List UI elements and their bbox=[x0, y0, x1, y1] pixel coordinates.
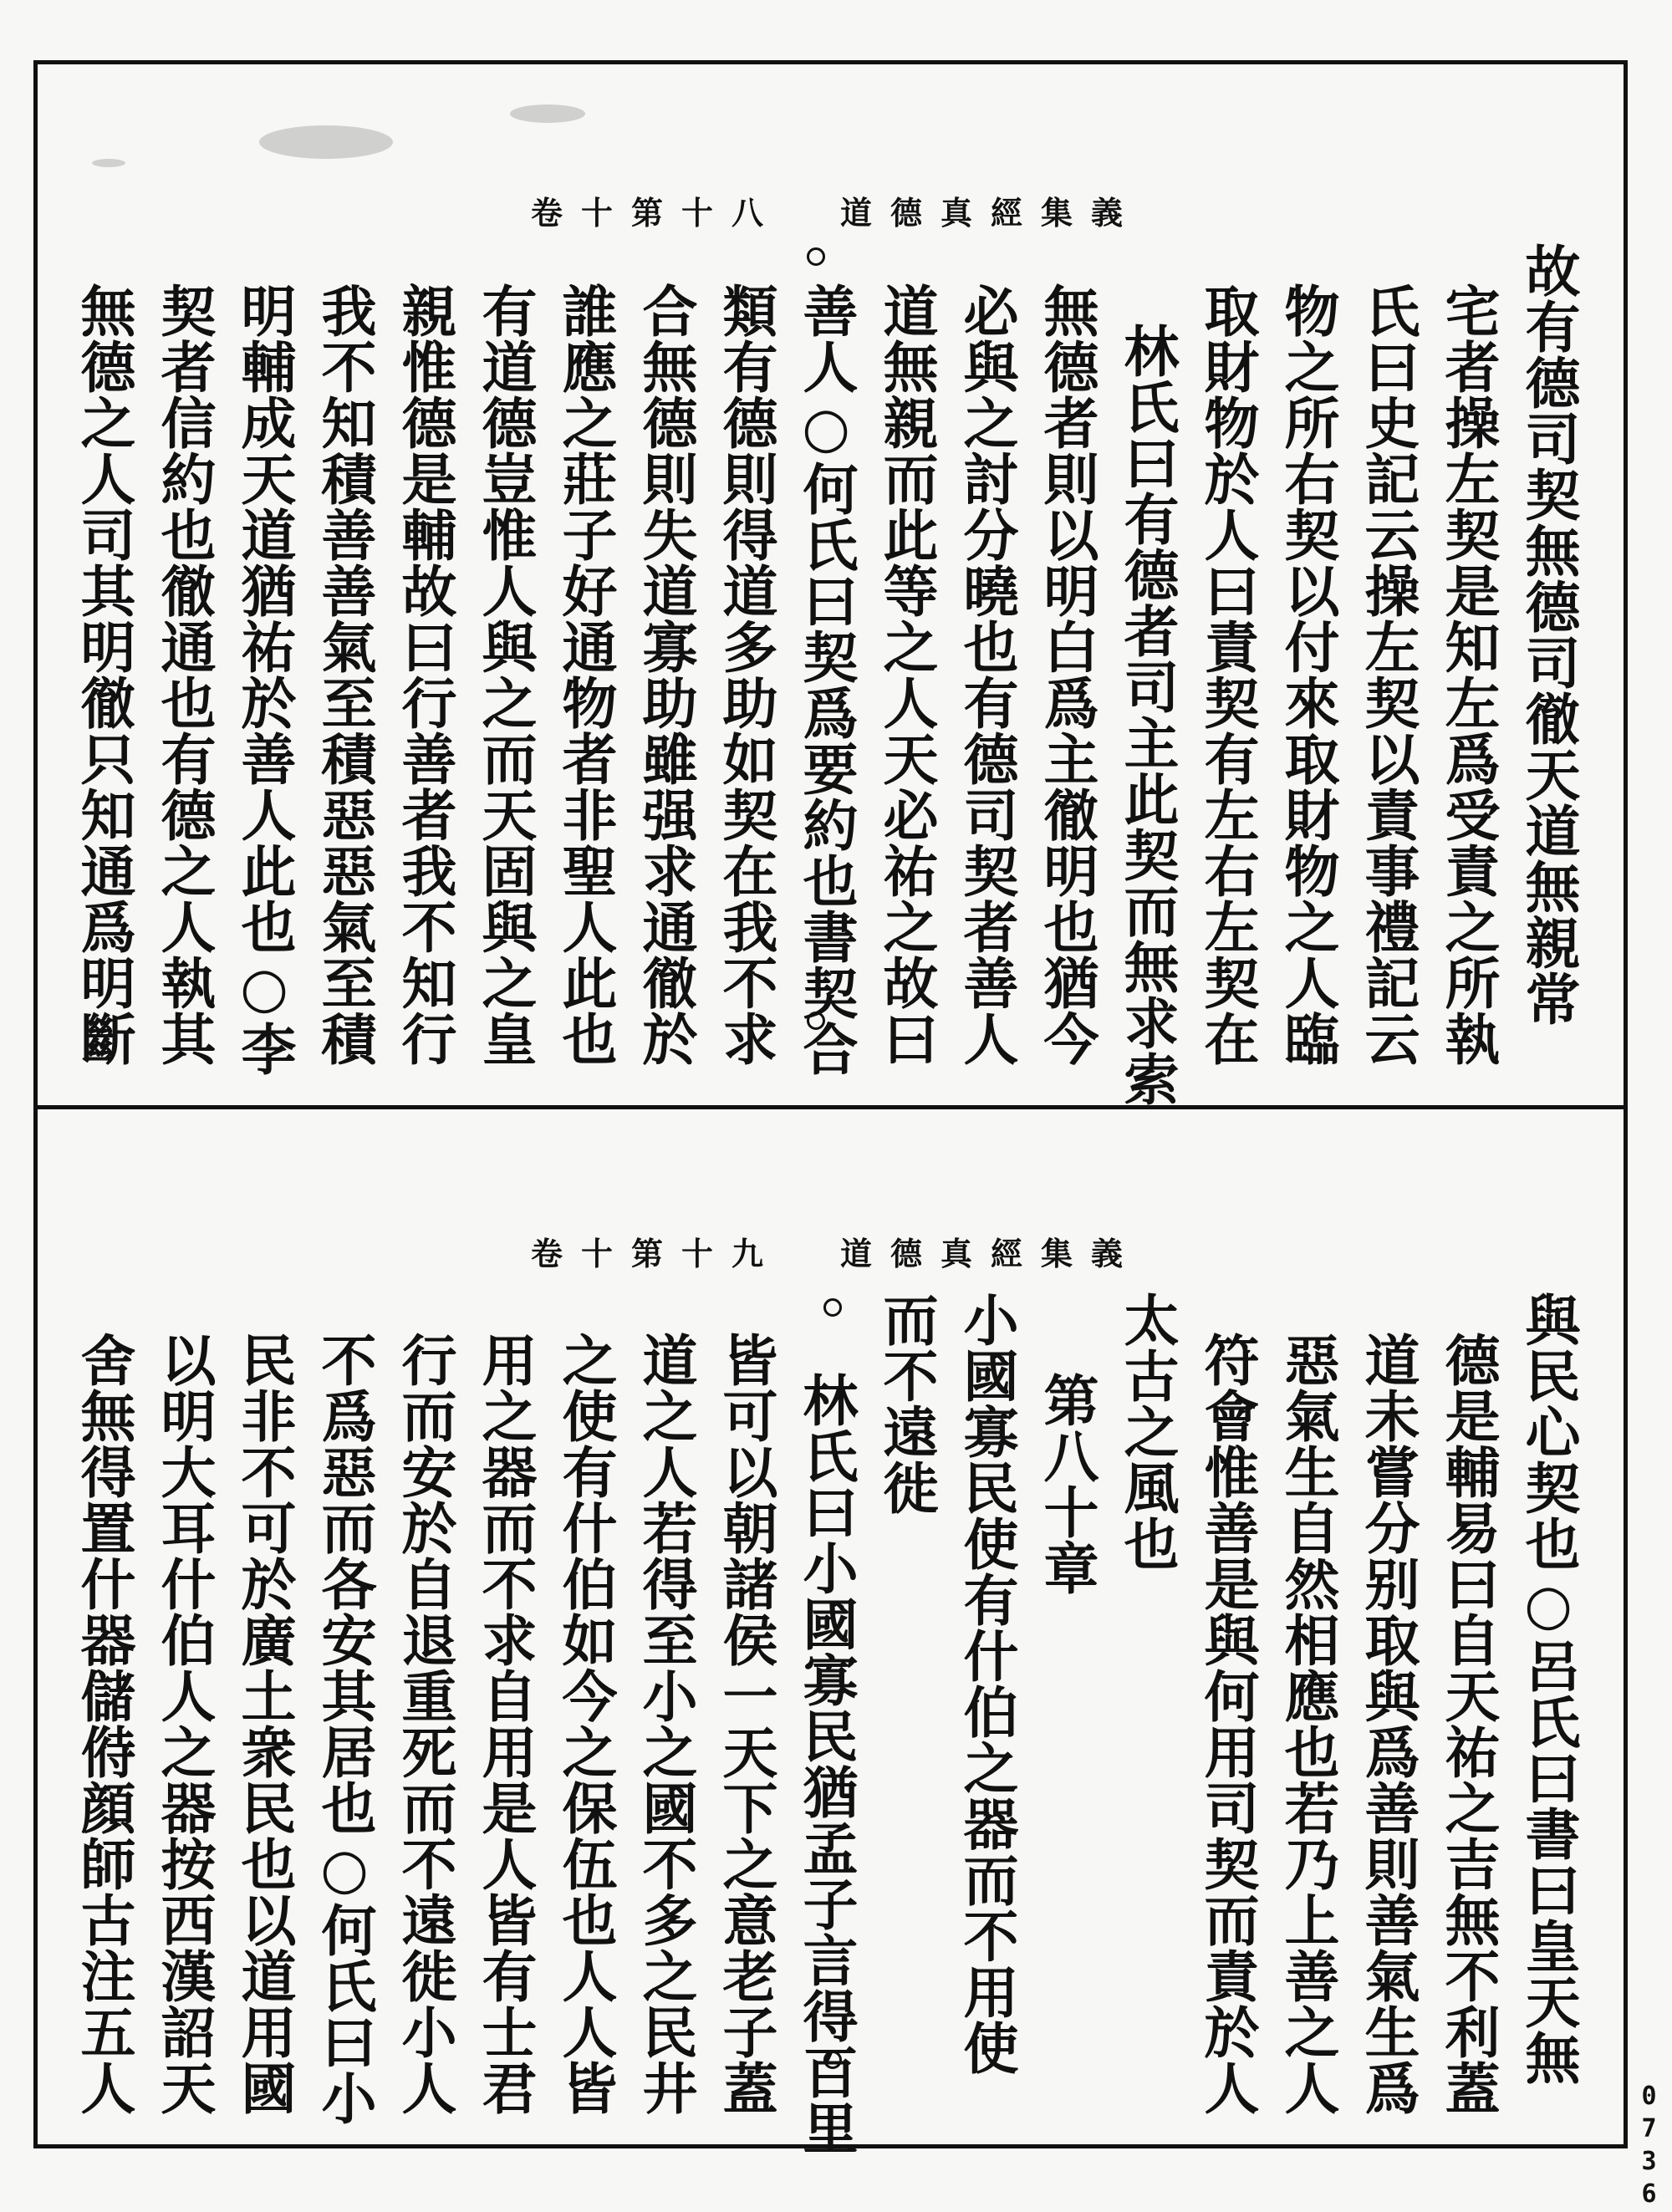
text-column: 無德之人司其明徹只知通爲明斷 bbox=[71, 283, 136, 1067]
text-column: 必與之討分曉也有德司契者善人 bbox=[954, 283, 1019, 1067]
bottom-header-volume: 卷十第十九 bbox=[530, 1234, 782, 1272]
text-column: 有道德豈惟人與之而天固與之皇 bbox=[472, 283, 538, 1067]
text-column: 不爲惡而各安其居也○何氏曰小 bbox=[312, 1332, 377, 2126]
chapter-heading: 第八十章 bbox=[1034, 1372, 1099, 1596]
top-header-volume: 卷十第十八 bbox=[530, 193, 782, 232]
text-column: 善人○何氏曰契爲要約也書契合 bbox=[793, 283, 859, 1077]
bottom-header-title: 道德真經集義 bbox=[840, 1234, 1142, 1272]
text-column: 宅者操左契是知左爲受責之所執 bbox=[1435, 283, 1501, 1067]
text-column: 取財物於人曰責契有左右左契在 bbox=[1195, 283, 1260, 1067]
text-column: 皆可以朝諸侯一天下之意老子蓋 bbox=[713, 1332, 778, 2116]
text-column: 我不知積善善氣至積惡惡氣至積 bbox=[312, 283, 377, 1067]
text-column: 道之人若得至小之國不多之民井 bbox=[633, 1332, 698, 2116]
text-column: 氏曰史記云操左契以責事禮記云 bbox=[1355, 283, 1420, 1067]
text-column: 以明大耳什伯人之器按西漢詔天 bbox=[151, 1332, 217, 2116]
text-column: 合無德則失道寡助雖强求通徹於 bbox=[633, 283, 698, 1067]
text-column: 之使有什伯如今之保伍也人人皆 bbox=[553, 1332, 618, 2116]
text-column: 行而安於自退重死而不遠徙小人 bbox=[392, 1332, 457, 2116]
text-column: 故有德司契無德司徹天道無親常 bbox=[1516, 242, 1581, 1027]
text-column: 類有德則得道多助如契在我不求 bbox=[713, 283, 778, 1067]
text-column: 契者信約也徹通也有德之人執其 bbox=[151, 283, 217, 1067]
text-column: 而不遠徙 bbox=[874, 1292, 939, 1516]
text-column: 惡氣生自然相應也若乃上善之人 bbox=[1275, 1332, 1340, 2116]
circle-mark bbox=[823, 1298, 842, 1317]
circle-mark bbox=[823, 2051, 842, 2069]
bottom-text-block bbox=[67, 1292, 1588, 2156]
text-column: 與民心契也○呂氏曰書曰皇天無 bbox=[1516, 1292, 1581, 2086]
text-column: 親惟德是輔故曰行善者我不知行 bbox=[392, 283, 457, 1067]
text-column: 無德者則以明白爲主徹明也猶今 bbox=[1034, 283, 1099, 1067]
text-column: 林氏曰小國寡民猶孟子言得百里 bbox=[793, 1372, 859, 2156]
text-column: 民非不可於廣土衆民也以道用國 bbox=[232, 1332, 297, 2116]
text-column: 林氏曰有德者司主此契而無求索 bbox=[1114, 323, 1180, 1107]
text-column: 物之所右契以付來取財物之人臨 bbox=[1275, 283, 1340, 1067]
page-number: 0736 bbox=[1634, 2082, 1664, 2212]
text-column: 道無親而此等之人天必祐之故曰 bbox=[874, 283, 939, 1067]
bottom-running-header bbox=[502, 1227, 1170, 1274]
circle-mark bbox=[807, 1012, 825, 1030]
text-column: 誰應之莊子好通物者非聖人此也 bbox=[553, 283, 618, 1067]
text-column: 用之器而不求自用是人皆有士君 bbox=[472, 1332, 538, 2116]
text-column: 符會惟善是與何用司契而責於人 bbox=[1195, 1332, 1260, 2116]
text-column: 道未嘗分别取與爲善則善氣生爲 bbox=[1355, 1332, 1420, 2116]
text-column: 太古之風也 bbox=[1114, 1292, 1180, 1572]
text-column: 舍無得置什器儲偫顔師古注五人 bbox=[71, 1332, 136, 2116]
text-column: 德是輔易曰自天祐之吉無不利蓋 bbox=[1435, 1332, 1501, 2116]
top-running-header bbox=[502, 186, 1170, 233]
top-header-title: 道德真經集義 bbox=[840, 193, 1142, 232]
text-column: 明輔成天道猶祐於善人此也○李 bbox=[232, 283, 297, 1077]
text-column: 小國寡民使有什伯之器而不用使 bbox=[954, 1292, 1019, 2076]
top-text-block bbox=[67, 242, 1588, 1107]
circle-mark bbox=[807, 247, 825, 266]
